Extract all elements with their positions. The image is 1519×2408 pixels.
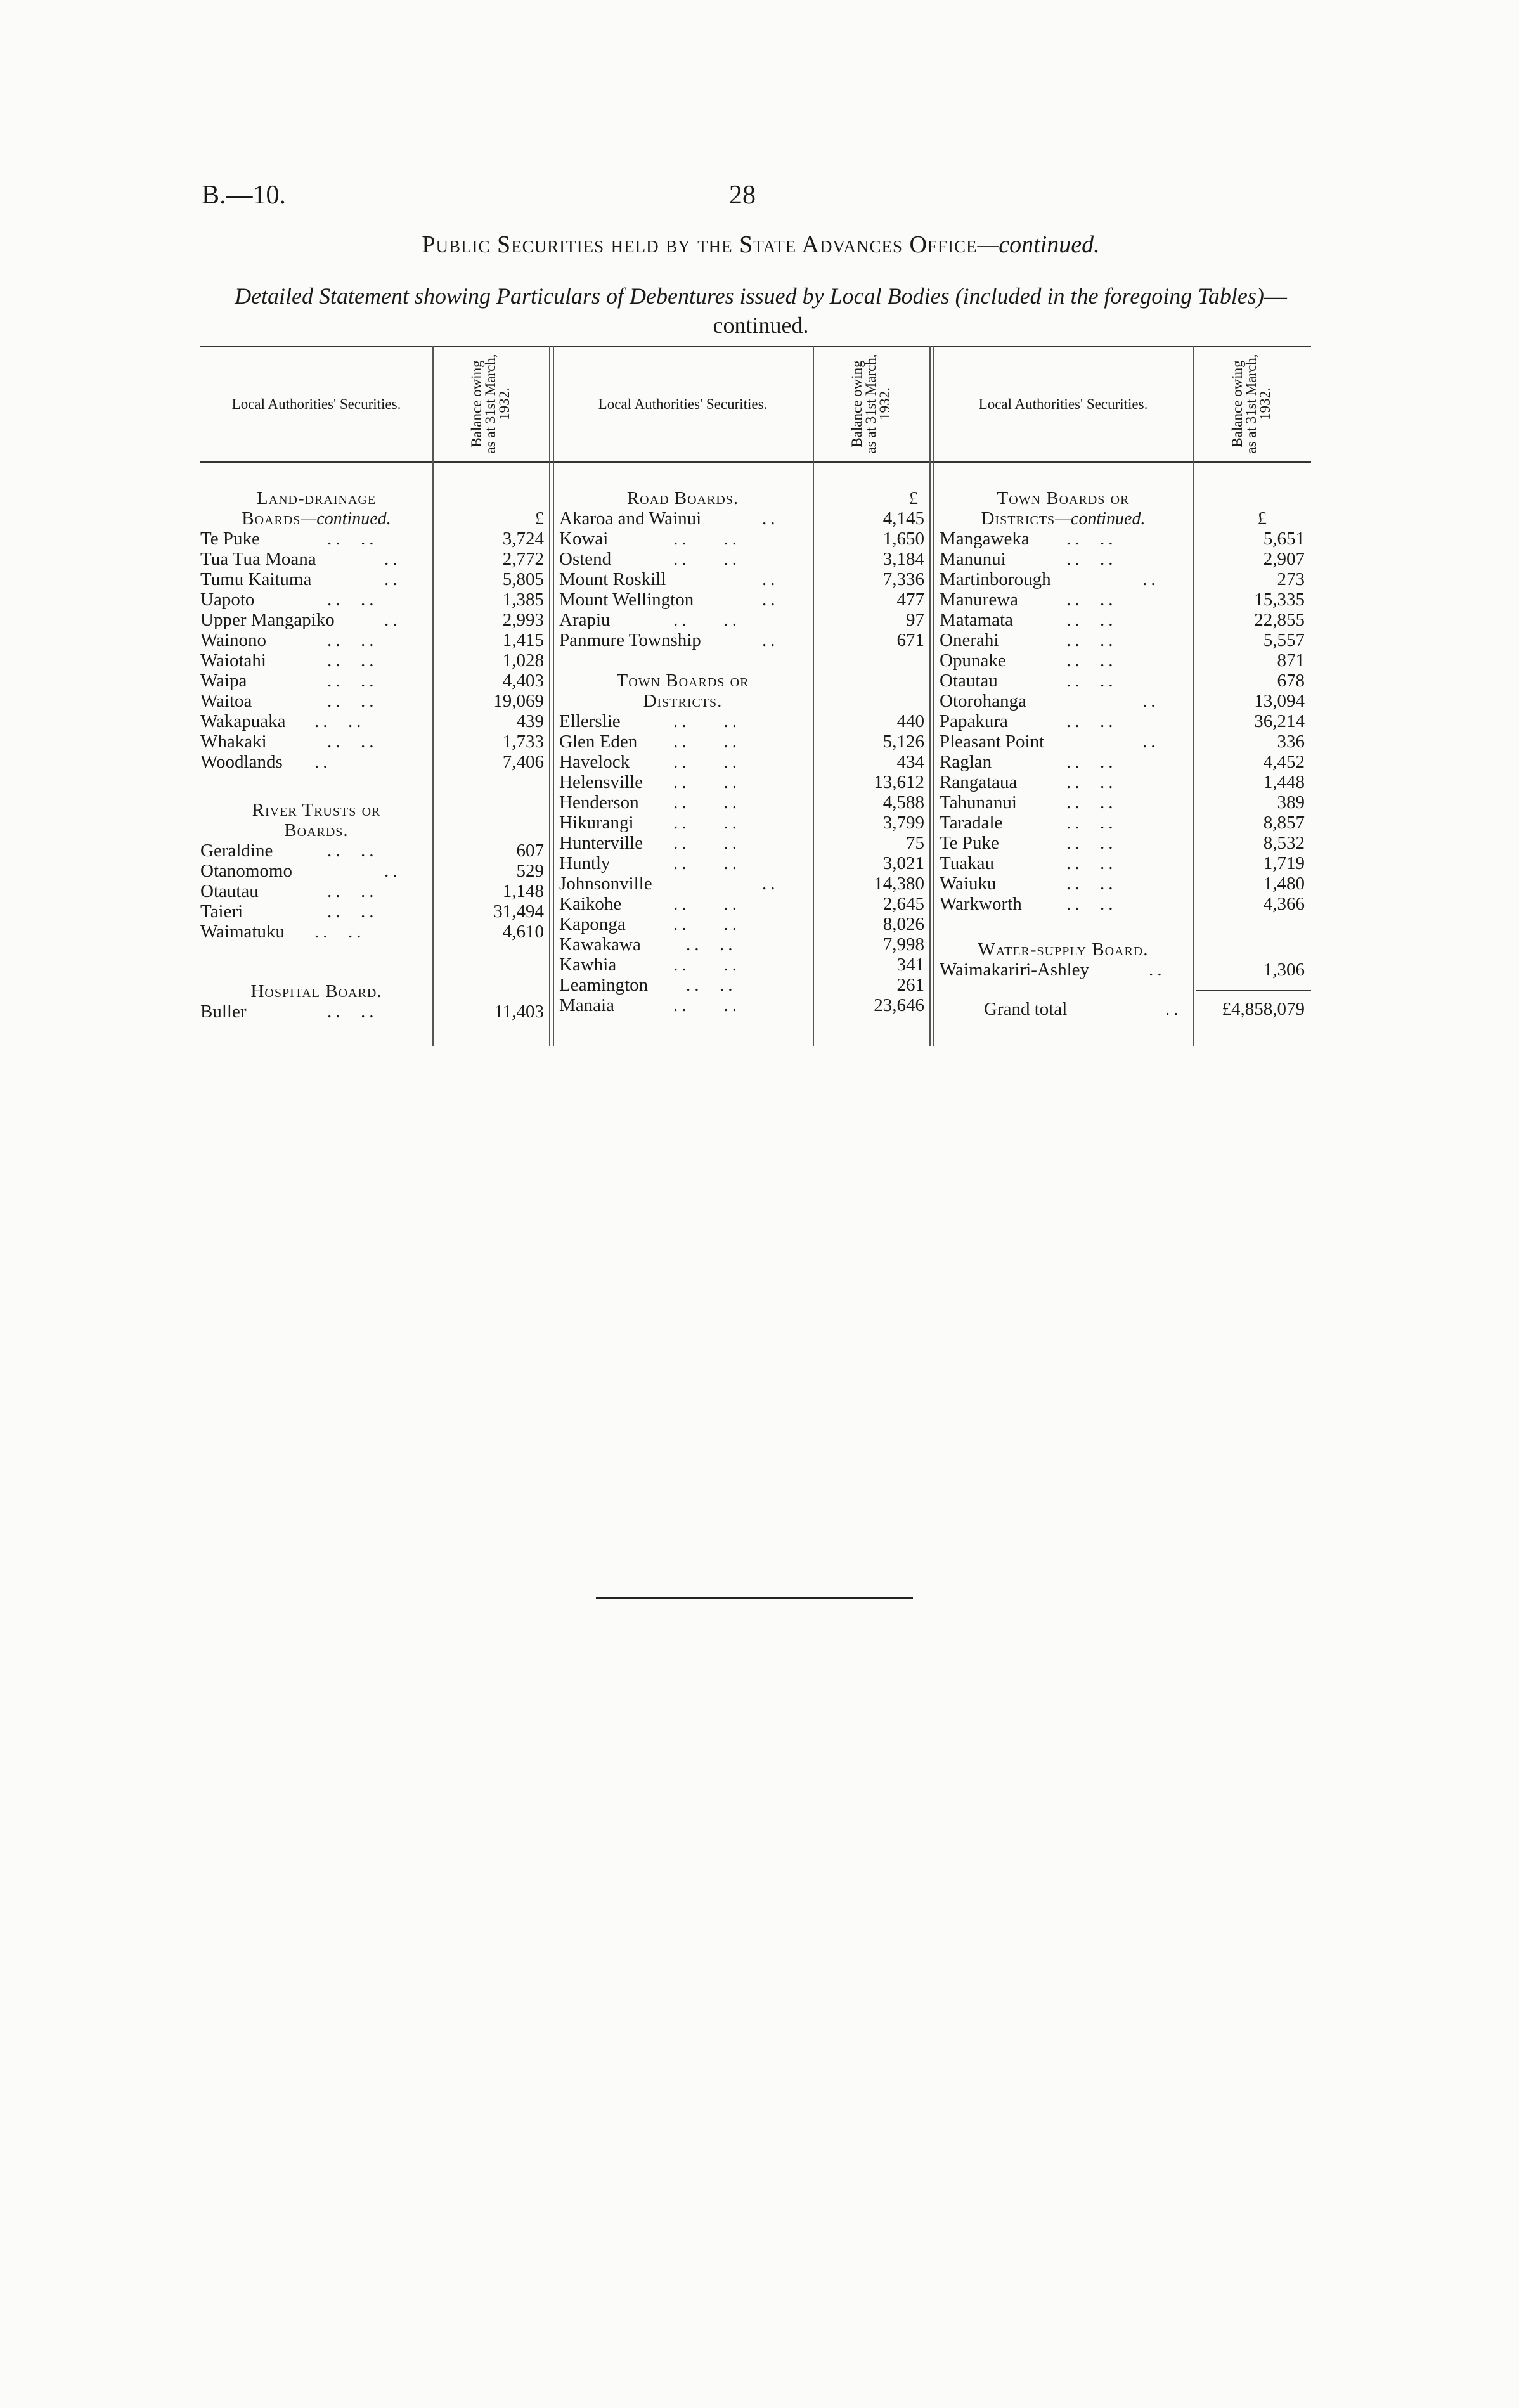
table-row: Raglan .. .. 4,452	[940, 752, 1305, 772]
section-heading-town-boards-cont-2: Districts—continued.	[981, 508, 1146, 529]
table-row: Panmure Township .. 671	[559, 630, 924, 650]
section-heading-water-supply: Water-supply Board.	[978, 939, 1149, 960]
table-row: Taradale .. .. 8,857	[940, 813, 1305, 833]
table-row: Wainono .. .. 1,415	[200, 630, 544, 650]
header-balance-2: Balance owing as at 31st March, 1932.	[849, 354, 893, 454]
table-row: Pleasant Point .. 336	[940, 731, 1305, 752]
table-row: Upper Mangapiko .. 2,993	[200, 610, 544, 630]
table-row: Havelock .. .. 434	[559, 752, 924, 772]
table-row: Manurewa .. .. 15,335	[940, 589, 1305, 610]
section-heading-town-boards-cont: Town Boards or	[997, 488, 1130, 508]
page-title	[190, 231, 1331, 259]
table-row: Kowai .. .. 1,650	[559, 529, 924, 549]
table-row: Te Puke .. .. 3,724	[200, 529, 544, 549]
section-heading-hospital-board: Hospital Board.	[250, 981, 382, 1001]
table-row: Manunui .. .. 2,907	[940, 549, 1305, 569]
table-row: Waipa .. .. 4,403	[200, 671, 544, 691]
header-securities-2: Local Authorities' Securities.	[598, 396, 768, 412]
section-heading-river-trusts-2: Boards.	[284, 820, 349, 840]
table-row: Johnsonville .. 14,380	[559, 873, 924, 894]
table-row: Onerahi .. .. 5,557	[940, 630, 1305, 650]
table-row: Whakaki .. .. 1,733	[200, 731, 544, 752]
section-heading-road-boards: Road Boards.	[626, 488, 739, 508]
table-row: Leamington .. .. 261	[559, 975, 924, 995]
table-row: Tahunanui .. .. 389	[940, 792, 1305, 813]
table-row: Ellerslie .. .. 440	[559, 711, 924, 731]
table-row: Helensville .. .. 13,612	[559, 772, 924, 792]
currency-sign: £	[908, 488, 918, 508]
table-row: Waiuku .. .. 1,480	[940, 873, 1305, 894]
table-row: Mangaweka .. .. 5,651	[940, 529, 1305, 549]
title-suffix: —continued.	[977, 231, 1100, 258]
table-row: Glen Eden .. .. 5,126	[559, 731, 924, 752]
document-code: B.—10.	[202, 181, 287, 210]
subtitle-part1: Detailed Statement showing Particulars of Debentures issued by Local Bodies (included in the foregoing Tables)	[235, 283, 1264, 309]
table-row: Henderson .. .. 4,588	[559, 792, 924, 813]
table-row: Waiotahi .. .. 1,028	[200, 650, 544, 671]
col-divider	[549, 346, 550, 1046]
table-row: Hikurangi .. .. 3,799	[559, 813, 924, 833]
currency-sign: £	[534, 508, 544, 529]
table-row: Waimakariri-Ashley .. 1,306	[940, 960, 1305, 980]
table-row: Woodlands .. 7,406	[200, 752, 544, 772]
grand-total-row: Grand total .. £4,858,079	[984, 999, 1305, 1019]
table-row: Kaikohe .. .. 2,645	[559, 894, 924, 914]
table-row: Huntly .. .. 3,021	[559, 853, 924, 873]
table-row: Ostend .. .. 3,184	[559, 549, 924, 569]
table-row: Matamata .. .. 22,855	[940, 610, 1305, 630]
header-securities-3: Local Authorities' Securities.	[978, 396, 1148, 412]
currency-sign: £	[1257, 508, 1267, 529]
table-row: Waimatuku .. .. 4,610	[200, 922, 544, 942]
page-subtitle	[197, 281, 1325, 340]
table-row: Warkworth .. .. 4,366	[940, 894, 1305, 914]
table-row: Mount Wellington .. 477	[559, 589, 924, 610]
footer-rule	[596, 1597, 913, 1599]
page-number: 28	[729, 181, 756, 210]
title-main: Public Securities held by the State Advances Office	[422, 231, 978, 258]
table-row: Akaroa and Wainui .. 4,145	[559, 508, 924, 529]
section-heading-land-drainage-2: Boards—continued.	[242, 508, 391, 529]
table-row: Tuakau .. .. 1,719	[940, 853, 1305, 873]
table-row: Buller .. .. 11,403	[200, 1001, 544, 1022]
table-row: Tua Tua Moana .. 2,772	[200, 549, 544, 569]
table-row: Papakura .. .. 36,214	[940, 711, 1305, 731]
table-row: Te Puke .. .. 8,532	[940, 833, 1305, 853]
table-row: Taieri .. .. 31,494	[200, 901, 544, 922]
table-row: Uapoto .. .. 1,385	[200, 589, 544, 610]
table-row: Wakapuaka .. .. 439	[200, 711, 544, 731]
section-heading-land-drainage: Land-drainage	[256, 488, 377, 508]
section-heading-town-boards: Town Boards or	[616, 671, 749, 691]
header-bottom-rule	[200, 461, 1311, 463]
table-row: Otautau .. .. 1,148	[200, 881, 544, 901]
table-row: Manaia .. .. 23,646	[559, 995, 924, 1015]
subtitle-part2: —continued.	[713, 283, 1287, 338]
table-row: Martinborough .. 273	[940, 569, 1305, 589]
table-row: Opunake .. .. 871	[940, 650, 1305, 671]
header-securities-1: Local Authorities' Securities.	[231, 396, 401, 412]
table-row: Kaponga .. .. 8,026	[559, 914, 924, 934]
table-row: Mount Roskill .. 7,336	[559, 569, 924, 589]
table-row: Rangataua .. .. 1,448	[940, 772, 1305, 792]
table-row: Kawakawa .. .. 7,998	[559, 934, 924, 955]
header-balance-1: Balance owing as at 31st March, 1932.	[469, 354, 512, 454]
table-row: Otorohanga .. 13,094	[940, 691, 1305, 711]
table-row: Waitoa .. .. 19,069	[200, 691, 544, 711]
table-row: Kawhia .. .. 341	[559, 955, 924, 975]
table-row: Tumu Kaituma .. 5,805	[200, 569, 544, 589]
table-row: Geraldine .. .. 607	[200, 840, 544, 861]
col-divider	[929, 346, 931, 1046]
table-row: Hunterville .. .. 75	[559, 833, 924, 853]
section-heading-river-trusts: River Trusts or	[252, 800, 381, 820]
total-rule	[1196, 990, 1311, 991]
header-balance-3: Balance owing as at 31st March, 1932.	[1229, 354, 1273, 454]
section-heading-town-boards-2: Districts.	[643, 691, 723, 711]
table-row: Otanomomo .. 529	[200, 861, 544, 881]
debentures-table	[200, 346, 1311, 1046]
table-row: Otautau .. .. 678	[940, 671, 1305, 691]
table-row: Arapiu .. .. 97	[559, 610, 924, 630]
